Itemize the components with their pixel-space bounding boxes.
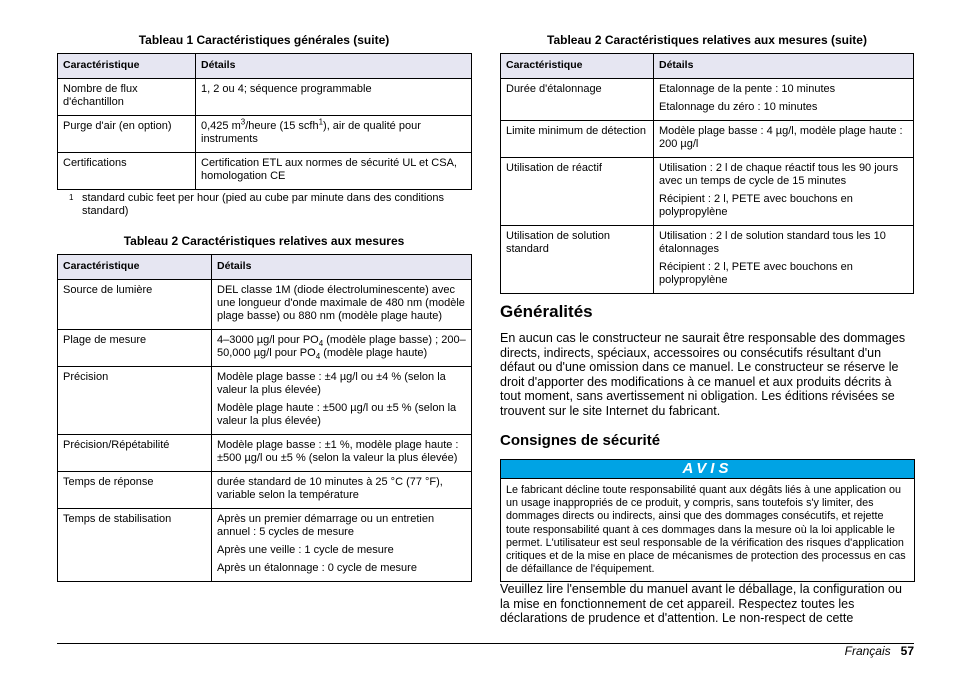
table2 xyxy=(57,254,472,582)
table-row xyxy=(58,280,472,330)
cell-detail: Modèle plage basse : 4 µg/l, modèle plage haute : 200 µg/l xyxy=(654,121,914,158)
cell-detail: 0,425 $m^3$/heure (15 scfh$^1$), air de qualité pour instruments xyxy=(196,116,472,153)
table-row xyxy=(58,472,472,509)
cell-detail: Après un premier démarrage ou un entretien annuel : 5 cycles de mesure Après une veille : 1 cycle de mesure Après un étalonnage : 0 cycle de mesure xyxy=(212,509,472,582)
cell-detail: Modèle plage basse : ±1 %, modèle plage haute : ±500 µg/l ou ±5 % (selon la valeur la plus élevée) xyxy=(212,435,472,472)
table-row xyxy=(58,116,472,153)
cell-detail: Utilisation : 2 l de chaque réactif tous les 90 jours avec un temps de cycle de 15 minutes Récipient : 2 l, PETE avec bouchons en polypropylène xyxy=(654,158,914,226)
section-title-securite: Consignes de sécurité xyxy=(500,432,661,449)
cell-name: Temps de réponse xyxy=(58,472,212,509)
table1 xyxy=(57,53,472,190)
avis-notice-box xyxy=(500,459,915,582)
cell-detail: Certification ETL aux normes de sécurité UL et CSA, homologation CE xyxy=(196,153,472,190)
cell-detail: 1, 2 ou 4; séquence programmable xyxy=(196,79,472,116)
page-number: 57 xyxy=(900,644,914,658)
footer-language: Français xyxy=(844,644,891,658)
table-header-row xyxy=(58,54,472,79)
column-header: Détails xyxy=(196,54,472,79)
column-header: Détails xyxy=(212,255,472,280)
cell-detail: durée standard de 10 minutes à 25 °C (77 °F), variable selon la température xyxy=(212,472,472,509)
table-header-row xyxy=(501,54,914,79)
cell-detail: Modèle plage basse : ±4 µg/l ou ±4 % (selon la valeur la plus élevée) Modèle plage haute : ±500 µg/l ou ±5 % (selon la valeur la plus élevée) xyxy=(212,367,472,435)
cell-detail: Utilisation : 2 l de solution standard tous les 10 étalonnages Récipient : 2 l, PETE avec bouchons en polypropylène xyxy=(654,226,914,294)
table-header-row xyxy=(58,255,472,280)
cell-name: Limite minimum de détection xyxy=(501,121,654,158)
cell-name: Certifications xyxy=(58,153,196,190)
column-header: Caractéristique xyxy=(58,255,212,280)
cell-name: Durée d'étalonnage xyxy=(501,79,654,121)
table2-caption: Tableau 2 Caractéristiques relatives aux mesures xyxy=(123,234,405,248)
table-row xyxy=(501,121,914,158)
column-header: Caractéristique xyxy=(58,54,196,79)
footnote-mark: 1 xyxy=(69,193,74,202)
column-header: Détails xyxy=(654,54,914,79)
section-title-generalites: Généralités xyxy=(500,302,593,321)
cell-name: Utilisation de solution standard xyxy=(501,226,654,294)
cell-name: Précision xyxy=(58,367,212,435)
cell-name: Utilisation de réactif xyxy=(501,158,654,226)
avis-text: Le fabricant décline toute responsabilité quant aux dégâts liés à une application ou un usage inappropriés de ce produit, y compris, sans toutefois s'y limiter, des dommages directs ou indirects, ainsi que des dommages consécutifs, et rejette toute responsabilité quant à ces dommages dans la mesure où la loi applicable le permet. L'utilisateur est seul responsable de la vérification des risques d'application critiques et de la mise en place de mécanismes de protection des processus en cas de défaillance de l'équipement. xyxy=(506,484,906,576)
footer-rule xyxy=(57,643,914,644)
cell-name: Précision/Répétabilité xyxy=(58,435,212,472)
table-row xyxy=(58,79,472,116)
cell-name: Purge d'air (en option) xyxy=(58,116,196,153)
table-row xyxy=(501,158,914,226)
cell-detail: 4–3000 µg/l pour $PO_4$ (modèle plage basse) ; 200–50,000 µg/l pour $PO_4$ (modèle plage haute) xyxy=(212,330,472,367)
table-row xyxy=(58,509,472,582)
avis-label: AVIS xyxy=(501,460,914,479)
securite-paragraph: Veuillez lire l'ensemble du manuel avant le déballage, la configuration ou la mise en fonctionnement de cet appareil. Respectez toutes les déclarations de prudence et d'attention. Le non-respect de cette xyxy=(500,582,902,626)
cell-name: Source de lumière xyxy=(58,280,212,330)
cell-detail: Etalonnage de la pente : 10 minutes Etalonnage du zéro : 10 minutes xyxy=(654,79,914,121)
table-row xyxy=(58,367,472,435)
cell-detail: DEL classe 1M (diode électroluminescente) avec une longueur d'onde maximale de 480 nm (modèle plage basse) ou 880 nm (modèle plage haute) xyxy=(212,280,472,330)
cell-name: Nombre de flux d'échantillon xyxy=(58,79,196,116)
table-row xyxy=(501,226,914,294)
table2-cont-caption: Tableau 2 Caractéristiques relatives aux mesures (suite) xyxy=(547,33,867,47)
table1-caption: Tableau 1 Caractéristiques générales (suite) xyxy=(138,33,390,47)
table-row xyxy=(501,79,914,121)
generalites-paragraph: En aucun cas le constructeur ne saurait être responsable des dommages directs, indirects, spéciaux, accessoires ou consécutifs résultant d'un défaut ou d'une omission dans ce manuel. Le constructeur se réserve le droit d'apporter des modifications à ce manuel et aux produits décrits à tout moment, sans avertissement ni obligation. Les éditions révisées se trouvent sur le site Internet du fabricant. xyxy=(500,331,906,418)
table-row xyxy=(58,153,472,190)
cell-name: Plage de mesure xyxy=(58,330,212,367)
cell-name: Temps de stabilisation xyxy=(58,509,212,582)
table-row xyxy=(58,330,472,367)
footnote-text: standard cubic feet per hour (pied au cube par minute dans des conditions standard) xyxy=(82,192,445,217)
page-footer xyxy=(845,644,914,658)
table2-continued xyxy=(500,53,914,294)
table-row xyxy=(58,435,472,472)
column-header: Caractéristique xyxy=(501,54,654,79)
